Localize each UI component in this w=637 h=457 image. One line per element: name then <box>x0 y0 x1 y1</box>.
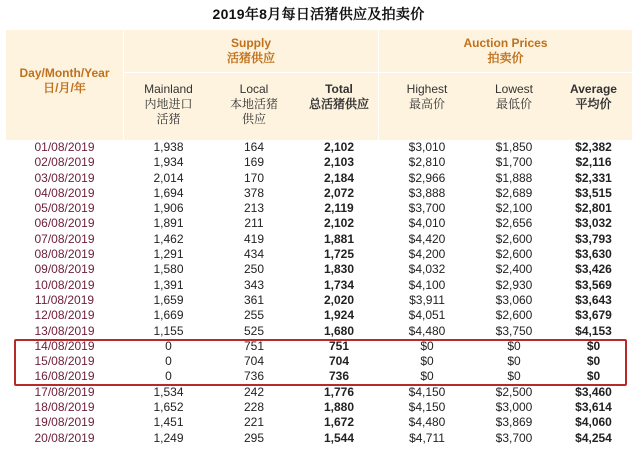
mainland-column-header <box>126 82 211 127</box>
date-cell: 12/08/2019 <box>34 308 95 323</box>
date-column-header <box>6 66 123 96</box>
local-cell: 242 <box>243 384 265 399</box>
total-cell: 2,184 <box>323 170 355 185</box>
average-cell: $4,153 <box>575 323 612 338</box>
local-header-zh1: 本地活猪 <box>229 97 278 111</box>
table-row <box>6 369 632 384</box>
lowest-cell: $1,700 <box>495 155 533 170</box>
table-row <box>6 155 632 170</box>
lowest-column-header <box>473 82 555 112</box>
supply-group-header <box>124 36 378 66</box>
mainland-header-zh2: 活猪 <box>156 112 181 126</box>
average-cell: $2,382 <box>575 140 612 154</box>
local-header-en: Local <box>239 82 269 96</box>
average-cell: $2,331 <box>575 170 612 185</box>
highest-cell: $2,966 <box>408 170 446 185</box>
mainland-cell: 1,291 <box>153 247 184 262</box>
lowest-cell: $2,689 <box>495 185 533 200</box>
local-cell: 704 <box>243 354 265 369</box>
date-cell: 16/08/2019 <box>34 369 95 384</box>
highest-cell: $2,810 <box>408 155 446 170</box>
date-cell: 17/08/2019 <box>34 384 95 399</box>
average-cell: $3,460 <box>575 384 612 399</box>
total-header-zh: 总活猪供应 <box>308 97 369 111</box>
date-cell: 08/08/2019 <box>34 247 95 262</box>
date-cell: 20/08/2019 <box>34 430 95 445</box>
average-cell: $3,793 <box>575 231 612 246</box>
lowest-cell: $2,656 <box>495 216 533 231</box>
date-header-en: Day/Month/Year <box>19 66 110 80</box>
total-cell: 2,103 <box>323 155 355 170</box>
date-cell: 13/08/2019 <box>34 323 95 338</box>
date-cell: 06/08/2019 <box>34 216 95 231</box>
average-cell: $0 <box>586 354 601 369</box>
average-header-zh: 平均价 <box>575 97 612 111</box>
highest-header-zh: 最高价 <box>408 97 445 111</box>
highest-cell: $3,888 <box>408 185 446 200</box>
supply-header-en: Supply <box>230 36 271 50</box>
highest-cell: $3,010 <box>408 140 446 154</box>
lowest-header-en: Lowest <box>494 82 534 96</box>
mainland-cell: 1,694 <box>153 185 184 200</box>
total-cell: 1,924 <box>323 308 355 323</box>
lowest-cell: $2,930 <box>495 277 533 292</box>
table-row <box>6 385 632 400</box>
supply-header-zh: 活猪供应 <box>226 51 275 65</box>
table-row <box>6 278 632 293</box>
local-cell: 170 <box>243 170 265 185</box>
local-cell: 164 <box>243 140 265 154</box>
highest-cell: $4,420 <box>408 231 446 246</box>
lowest-cell: $1,850 <box>495 140 533 154</box>
total-cell: 1,725 <box>323 247 355 262</box>
total-cell: 736 <box>328 369 350 384</box>
mainland-cell: 2,014 <box>153 170 184 185</box>
lowest-cell: $2,600 <box>495 231 533 246</box>
table-row <box>6 354 632 369</box>
date-cell: 02/08/2019 <box>34 155 95 170</box>
lowest-cell: $0 <box>507 338 521 353</box>
local-cell: 295 <box>243 430 265 445</box>
auction-header-zh: 拍卖价 <box>487 51 524 65</box>
highest-cell: $0 <box>420 369 434 384</box>
date-cell: 15/08/2019 <box>34 354 95 369</box>
local-cell: 378 <box>243 185 265 200</box>
total-cell: 1,830 <box>323 262 355 277</box>
local-cell: 736 <box>243 369 265 384</box>
local-cell: 434 <box>243 247 265 262</box>
auction-group-header <box>379 36 632 66</box>
price-table <box>6 30 632 445</box>
auction-header-en: Auction Prices <box>463 36 548 50</box>
highest-cell: $4,150 <box>408 400 446 415</box>
lowest-cell: $2,600 <box>495 308 533 323</box>
local-cell: 343 <box>243 277 265 292</box>
total-cell: 1,680 <box>323 323 355 338</box>
total-cell: 1,672 <box>323 415 355 430</box>
lowest-cell: $2,400 <box>495 262 533 277</box>
total-cell: 2,102 <box>323 140 355 154</box>
mainland-header-en: Mainland <box>144 82 193 96</box>
lowest-cell: $3,750 <box>495 323 533 338</box>
table-row <box>6 415 632 430</box>
table-row <box>6 431 632 446</box>
average-cell: $3,614 <box>575 400 612 415</box>
date-cell: 04/08/2019 <box>34 185 95 200</box>
date-cell: 01/08/2019 <box>34 140 95 154</box>
highest-cell: $4,100 <box>408 277 446 292</box>
local-cell: 213 <box>243 201 265 216</box>
table-row <box>6 171 632 186</box>
average-cell: $3,630 <box>575 247 612 262</box>
date-cell: 05/08/2019 <box>34 201 95 216</box>
mainland-cell: 1,938 <box>153 140 184 154</box>
table-row <box>6 232 632 247</box>
mainland-cell: 1,906 <box>153 201 184 216</box>
total-cell: 2,119 <box>324 201 354 216</box>
total-cell: 2,072 <box>323 185 355 200</box>
table-header <box>6 30 632 140</box>
highest-cell: $0 <box>420 338 434 353</box>
highest-cell: $4,010 <box>408 216 446 231</box>
local-cell: 250 <box>243 262 265 277</box>
total-cell: 1,776 <box>323 384 355 399</box>
date-cell: 10/08/2019 <box>34 277 95 292</box>
highest-cell: $4,711 <box>409 430 445 445</box>
average-cell: $0 <box>586 338 601 353</box>
table-title: 2019年8月每日活猪供应及拍卖价 <box>212 6 425 22</box>
average-column-header <box>555 82 632 112</box>
lowest-cell: $3,000 <box>495 400 533 415</box>
local-cell: 228 <box>243 400 265 415</box>
date-cell: 18/08/2019 <box>34 400 95 415</box>
lowest-header-zh: 最低价 <box>495 97 532 111</box>
date-cell: 19/08/2019 <box>34 415 95 430</box>
lowest-cell: $2,100 <box>495 201 533 216</box>
local-cell: 255 <box>243 308 265 323</box>
total-cell: 2,102 <box>323 216 355 231</box>
table-row <box>6 247 632 262</box>
highest-cell: $0 <box>420 354 434 369</box>
mainland-cell: 1,249 <box>153 430 184 445</box>
local-cell: 361 <box>243 292 265 307</box>
highest-cell: $4,480 <box>408 323 446 338</box>
local-cell: 169 <box>243 155 265 170</box>
mainland-cell: 1,659 <box>153 292 184 307</box>
table-body <box>6 140 632 446</box>
table-row <box>6 293 632 308</box>
mainland-cell: 0 <box>165 369 172 384</box>
average-cell: $4,254 <box>575 430 612 445</box>
local-cell: 221 <box>243 415 265 430</box>
average-cell: $2,801 <box>575 201 612 216</box>
mainland-cell: 1,669 <box>153 308 184 323</box>
average-cell: $3,032 <box>575 216 612 231</box>
lowest-cell: $0 <box>507 369 521 384</box>
average-cell: $3,643 <box>575 292 612 307</box>
highest-cell: $3,700 <box>408 201 446 216</box>
header-divider <box>124 72 632 73</box>
total-cell: 1,881 <box>323 231 355 246</box>
date-cell: 07/08/2019 <box>34 231 95 246</box>
mainland-cell: 1,580 <box>153 262 184 277</box>
total-cell: 704 <box>328 354 350 369</box>
mainland-cell: 1,652 <box>153 400 184 415</box>
lowest-cell: $3,060 <box>495 292 533 307</box>
table-row <box>6 324 632 339</box>
highest-cell: $4,051 <box>408 308 446 323</box>
date-cell: 14/08/2019 <box>34 338 95 353</box>
total-cell: 1,544 <box>323 430 355 445</box>
total-cell: 2,020 <box>323 292 355 307</box>
mainland-cell: 1,451 <box>153 415 184 430</box>
average-cell: $3,679 <box>575 308 612 323</box>
highest-cell: $4,480 <box>408 415 446 430</box>
total-cell: 1,734 <box>323 277 355 292</box>
table-row <box>6 216 632 231</box>
lowest-cell: $3,700 <box>495 430 533 445</box>
total-header-en: Total <box>325 82 353 96</box>
lowest-cell: $0 <box>507 354 521 369</box>
local-cell: 751 <box>243 338 265 353</box>
table-row <box>6 339 632 354</box>
mainland-cell: 1,462 <box>153 231 184 246</box>
average-cell: $4,060 <box>575 415 612 430</box>
mainland-cell: 1,155 <box>153 323 184 338</box>
local-cell: 419 <box>243 231 265 246</box>
table-row <box>6 262 632 277</box>
table-row <box>6 308 632 323</box>
total-cell: 751 <box>328 338 350 353</box>
date-cell: 03/08/2019 <box>34 170 95 185</box>
local-column-header <box>211 82 297 127</box>
table-row <box>6 140 632 155</box>
average-cell: $3,426 <box>575 262 612 277</box>
lowest-cell: $2,600 <box>495 247 533 262</box>
highest-column-header <box>381 82 473 112</box>
mainland-cell: 1,891 <box>153 216 184 231</box>
highest-cell: $4,032 <box>408 262 446 277</box>
date-cell: 11/08/2019 <box>34 292 95 307</box>
highest-header-en: Highest <box>406 82 448 96</box>
average-cell: $3,515 <box>575 185 612 200</box>
lowest-cell: $3,869 <box>495 415 533 430</box>
mainland-cell: 1,934 <box>153 155 184 170</box>
mainland-cell: 0 <box>165 338 172 353</box>
average-cell: $2,116 <box>575 155 612 170</box>
table-row <box>6 400 632 415</box>
local-header-zh2: 供应 <box>241 112 266 126</box>
local-cell: 211 <box>244 216 264 231</box>
date-header-zh: 日/月/年 <box>43 81 86 95</box>
lowest-cell: $1,888 <box>495 170 533 185</box>
mainland-header-zh1: 内地进口 <box>144 97 193 111</box>
highest-cell: $3,911 <box>409 292 445 307</box>
table-row <box>6 186 632 201</box>
mainland-cell: 1,534 <box>153 384 184 399</box>
lowest-cell: $2,500 <box>495 384 533 399</box>
mainland-cell: 0 <box>165 354 172 369</box>
highest-cell: $4,150 <box>408 384 446 399</box>
date-cell: 09/08/2019 <box>34 262 95 277</box>
local-cell: 525 <box>243 323 265 338</box>
mainland-cell: 1,391 <box>153 277 184 292</box>
table-row <box>6 201 632 216</box>
total-cell: 1,880 <box>323 400 355 415</box>
highest-cell: $4,200 <box>408 247 446 262</box>
average-header-en: Average <box>570 82 617 96</box>
average-cell: $0 <box>586 369 601 384</box>
average-cell: $3,569 <box>575 277 612 292</box>
total-column-header <box>297 82 381 112</box>
